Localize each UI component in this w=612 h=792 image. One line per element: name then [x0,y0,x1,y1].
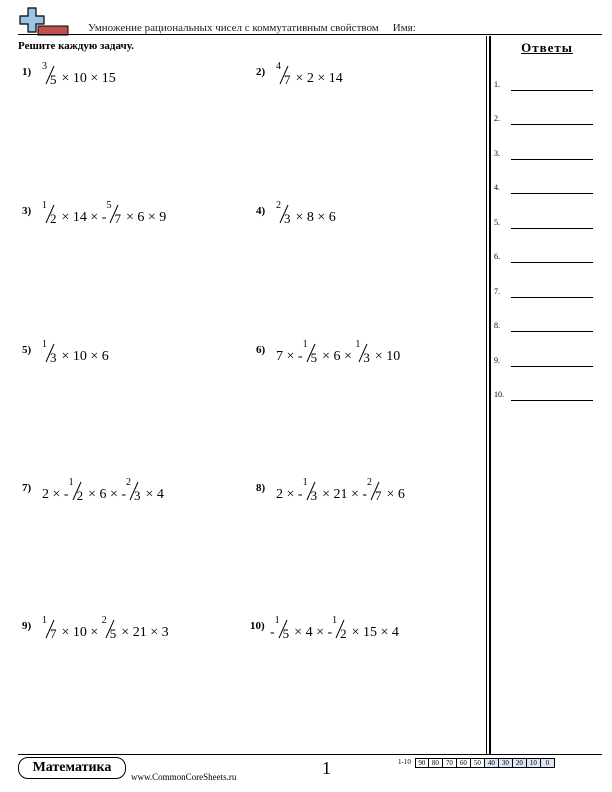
expression-text: × 10 × [58,625,102,640]
problem-2 [256,61,476,90]
fraction [42,61,58,87]
answer-line[interactable] [511,366,593,367]
numerator: 1 [42,200,47,211]
score-cell: 90 [415,758,429,768]
answer-number: 3. [494,149,500,158]
numerator: 2 [367,477,373,488]
denominator: 3 [310,488,318,503]
answer-row[interactable] [494,80,594,94]
problem-expression [276,477,405,503]
denominator: 2 [76,488,84,503]
problem-expression [42,339,109,365]
expression-text: × 15 × 4 [348,625,399,640]
fraction [42,339,58,365]
answer-row[interactable] [494,114,594,128]
fraction [302,339,319,365]
expression-text: × 21 × 3 [117,625,169,640]
denominator: 3 [363,350,370,365]
problem-5 [22,339,242,368]
answer-row[interactable] [494,149,594,163]
name-label: Имя: [392,22,416,34]
denominator: 3 [284,211,291,226]
denominator: 5 [109,626,117,641]
numerator: 2 [126,477,132,488]
answer-line[interactable] [511,297,593,298]
problem-number: 2) [256,66,266,78]
fraction [355,339,371,365]
answer-number: 8. [494,321,500,330]
expression-text: 7 × - [276,349,303,364]
problem-number: 5) [22,344,32,356]
fraction [302,477,319,503]
numerator: 5 [106,200,112,211]
problem-3 [22,200,242,229]
score-label: 1-10 [398,758,411,766]
numerator: 1 [302,477,308,488]
instructions: Решите каждую задачу. [18,40,134,52]
problem-number: 6) [256,344,266,356]
score-cell: 50 [471,758,485,768]
answer-row[interactable] [494,356,594,370]
problem-expression [276,339,401,365]
answer-row[interactable] [494,218,594,232]
denominator: 7 [50,626,57,641]
answer-number: 5. [494,218,500,227]
denominator: 3 [134,488,141,503]
fraction [367,477,383,503]
answer-line[interactable] [511,90,593,91]
answers-title: Ответы [521,40,573,55]
answer-number: 6. [494,252,500,261]
numerator: 1 [302,339,308,350]
problem-expression [276,200,336,226]
problem-expression [42,61,116,87]
answer-number: 2. [494,114,500,123]
numerator: 1 [42,615,47,626]
score-cell: 30 [499,758,513,768]
numerator: 1 [332,615,338,626]
problem-number: 8) [256,482,266,494]
problem-expression [276,61,343,87]
column-divider [486,36,487,754]
answer-line[interactable] [511,400,593,401]
expression-text: × 6 × 9 [122,210,167,225]
expression-text: × 21 × - [318,487,368,502]
expression-text: × 4 × - [290,625,333,640]
expression-text: × 10 [371,349,401,364]
expression-text: 2 × - [42,487,69,502]
problem-7 [22,477,242,506]
fraction [274,615,291,641]
score-table [396,758,555,768]
expression-text: × 6 × [318,349,356,364]
expression-text: × 4 [142,487,164,502]
numerator: 2 [101,615,107,626]
fraction [68,477,85,503]
problem-expression [270,615,399,641]
column-divider-thick [489,36,491,754]
score-cell: 70 [443,758,457,768]
fraction [106,200,122,226]
problem-1 [22,61,242,90]
answer-number: 9. [494,356,500,365]
score-cell: 40 [485,758,499,768]
problem-number: 9) [22,620,32,632]
answer-number: 7. [494,287,500,296]
problem-number: 3) [22,205,32,217]
fraction [126,477,142,503]
denominator: 2 [50,211,57,226]
expression-text: 2 × - [276,487,303,502]
fraction [42,615,58,641]
numerator: 1 [355,339,361,350]
problem-expression [42,200,167,226]
denominator: 5 [282,626,290,641]
numerator: 1 [68,477,74,488]
denominator: 7 [375,488,382,503]
answer-row[interactable] [494,252,594,266]
fraction [42,200,58,226]
problem-10 [250,615,470,644]
answer-line[interactable] [511,159,593,160]
problem-number: 10) [250,620,265,632]
answer-line[interactable] [511,331,593,332]
expression-text: - [270,625,275,640]
numerator: 3 [42,61,47,72]
score-cell: 60 [457,758,471,768]
score-cell: 10 [527,758,541,768]
problem-4 [256,200,476,229]
expression-text: × 10 × 15 [58,71,116,86]
score-cell: 80 [429,758,443,768]
answer-line[interactable] [511,193,593,194]
answer-row[interactable] [494,287,594,301]
page-number: 1 [322,758,331,778]
expression-text: × 8 × 6 [292,210,336,225]
score-cell: 20 [513,758,527,768]
site-url: www.CommonCoreSheets.ru [131,772,237,782]
denominator: 5 [50,72,57,87]
expression-text: × 6 [383,487,405,502]
answer-row[interactable] [494,390,594,404]
denominator: 5 [310,350,318,365]
problem-9 [22,615,242,644]
answer-line[interactable] [511,228,593,229]
answer-line[interactable] [511,124,593,125]
expression-text: × 10 × 6 [58,349,109,364]
fraction [101,615,118,641]
worksheet-title [88,22,416,34]
numerator: 1 [274,615,280,626]
expression-text: × 14 × - [58,210,107,225]
numerator: 1 [42,339,47,350]
fraction [276,200,292,226]
expression-text: × 2 × 14 [292,71,343,86]
answer-line[interactable] [511,262,593,263]
header-divider [18,34,602,35]
problem-6 [256,339,476,368]
problem-expression [42,615,169,641]
answer-number: 10. [494,390,504,399]
denominator: 3 [50,350,57,365]
fraction [332,615,348,641]
score-cell: 0 [541,758,555,768]
numerator: 4 [276,61,281,72]
denominator: 7 [114,211,121,226]
answer-number: 1. [494,80,500,89]
expression-text: × 6 × - [84,487,127,502]
title-text: Умножение рациональных чисел с коммутативным свойством [88,22,379,34]
problem-expression [42,477,164,503]
denominator: 7 [284,72,291,87]
problem-8 [256,477,476,506]
denominator: 2 [340,626,347,641]
problem-number: 4) [256,205,266,217]
answer-number: 4. [494,183,500,192]
fraction [276,61,292,87]
problem-number: 1) [22,66,32,78]
problem-number: 7) [22,482,32,494]
footer-divider [18,754,602,755]
numerator: 2 [276,200,281,211]
answer-row[interactable] [494,183,594,197]
answer-row[interactable] [494,321,594,335]
brand-badge: Математика [18,757,126,779]
